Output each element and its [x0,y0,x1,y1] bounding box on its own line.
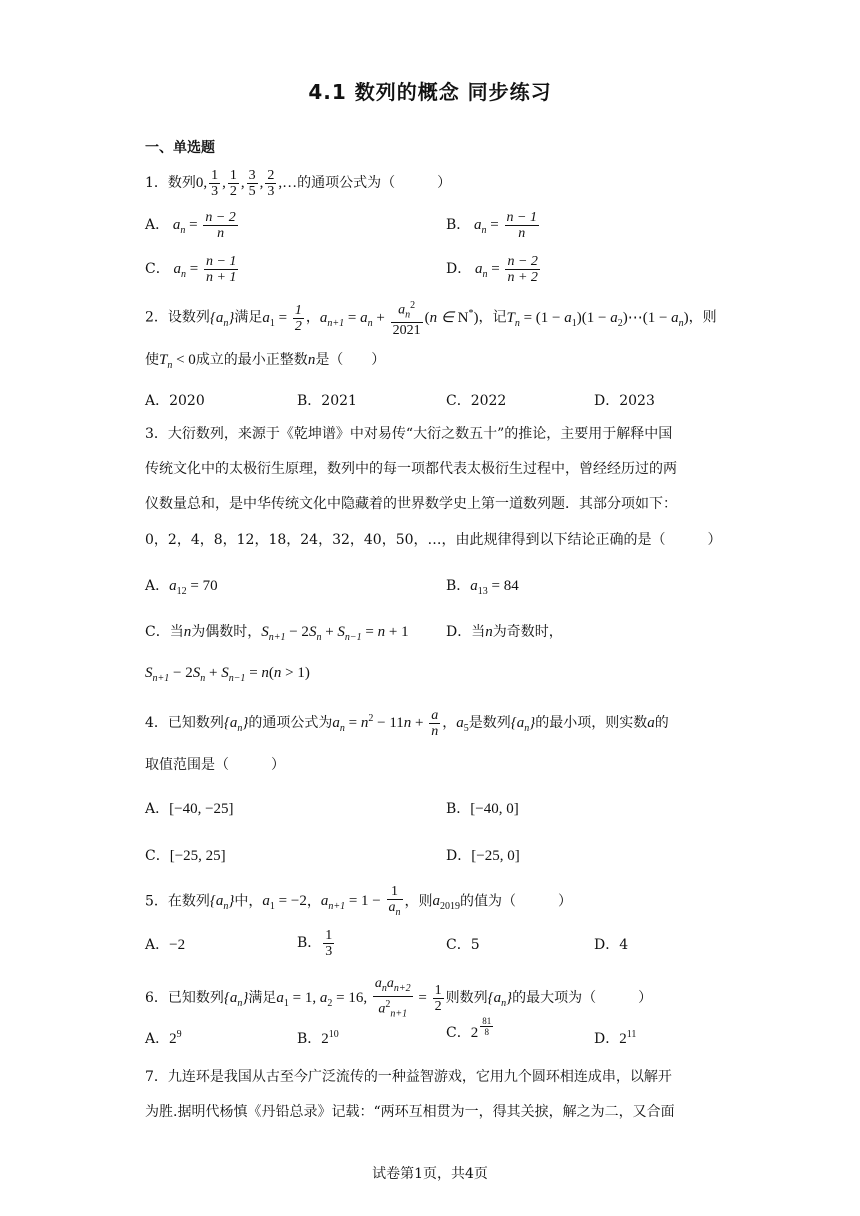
q4-option-b: B．[−40, 0] [446,801,519,817]
question-5: 5．在数列$\{a_n\}$中，$a_1 = -2$，$a_{n+1} = 1$ − $\frac{1}{a_n}$ ，则$a_{2019}$的值为（ ） [145,884,573,918]
q2-line-2: 使$T_n < 0$成立的最小正整数n是（ ） [145,352,386,371]
q6-option-b: B．$2^{10}$ [297,1029,339,1047]
q4-option-a: A．[−40, −25] [145,801,234,817]
question-1 [145,168,451,199]
q1-sequence: 0, $\frac{1}{3}$ , $\frac{1}{2}$ , $\frac{3}{5}$ , $\frac{2}{3}$ ,… [195,168,298,199]
question-6: 6．已知数列$\{a_n\}$满足$a_1 = 1$, $a_2 = 16$, $\frac{a_na_{n+2}}{a^2_{n+1}}$ = $\frac{1}{2}$ 则数列$\{a_n\}$的最大项为（ ） [145,976,653,1020]
q6-option-c: C．2 $^{\frac{81}{8}}$ [446,1016,492,1041]
q3-option-d-formula: $S_{n+1} - 2S_n + S_{n-1} = n(n > 1)$ [145,665,310,684]
section-heading: 一、单选题 [145,140,215,156]
q2-option-c: C．2022 [446,393,507,409]
q4-option-d: D．[−25, 0] [446,848,520,864]
q3-option-c: C．当n为偶数时，$S_{n+1} - 2S_n + S_{n-1} = n + 1$ [145,624,409,643]
question-4: 4．已知数列$\{a_n\}$的通项公式为$a_n = n^2 - 11n$ + $\frac{a}{n}$ ，$a_5$是数列$\{a_n\}$的最小项，则实数a的 [145,708,669,739]
q1-option-d: D． $a_n$ = $\frac{n - 2}{n + 2}$ [446,254,538,285]
q1-option-b: B． $a_n$ = $\frac{n - 1}{n}$ [446,210,537,241]
q5-option-b: B． $\frac{1}{3}$ [297,928,333,959]
q1-option-c: C． $a_n$ = $\frac{n - 1}{n + 1}$ [145,254,237,285]
q5-option-a: A．−2 [145,937,186,953]
q3-line-2: 传统文化中的太极衍生原理，数列中的每一项都代表太极衍生过程中，曾经经历过的两 [145,461,677,477]
q1-suffix: 的通项公式为（ ） [297,174,452,191]
q5-option-d: D．4 [594,937,629,953]
q3-option-b: B．$a_{13} = 84$ [446,578,519,597]
q3-line-3: 仪数量总和，是中华传统文化中隐藏着的世界数学史上第一道数列题．其部分项如下： [145,496,677,512]
q6-option-a: A．$2^9$ [145,1029,182,1047]
q3-line-4: 0，2，4，8，12，18，24，32，40，50，…，由此规律得到以下结论正确的是（ ） [145,532,722,548]
q2-option-a: A．2020 [145,393,205,409]
q5-option-c: C．5 [446,937,480,953]
q4-line-2: 取值范围是（ ） [145,757,285,773]
q7-line-2: 为胜.据明代杨慎《丹铅总录》记载：“两环互相贯为一，得其关捩，解之为二，又合面 [145,1104,675,1120]
q3-option-d: D．当n为奇数时， [446,624,563,640]
q6-option-d: D．$2^{11}$ [594,1029,637,1047]
q3-line-1: 3．大衍数列，来源于《乾坤谱》中对易传“大衍之数五十”的推论，主要用于解释中国 [145,426,673,442]
q7-line-1: 7．九连环是我国从古至今广泛流传的一种益智游戏，它用九个圆环相连成串，以解开 [145,1069,672,1085]
q1-option-a: A． $a_n$ = $\frac{n - 2}{n}$ [145,210,236,241]
q1-prefix: 1．数列 [145,174,196,191]
q2-option-d: D．2023 [594,393,655,409]
q2-option-b: B．2021 [297,393,357,409]
q3-option-a: A．$a_{12} = 70$ [145,578,218,597]
question-2: 2．设数列$\{a_n\}$满足$a_1$ = $\frac{1}{2}$ ，$a_{n+1} = a_n$ + $\frac{a_n^2}{2021}$ (n ∈ N*)，记$T_n = (1 - a_1)(1$ − $a_2)\cdots(1 - a_n)$，则 [145,300,717,339]
page-footer: 试卷第1页，共4页 [372,1166,488,1182]
page-title: 4.1 数列的概念 同步练习 [308,80,552,104]
q4-option-c: C．[−25, 25] [145,848,226,864]
